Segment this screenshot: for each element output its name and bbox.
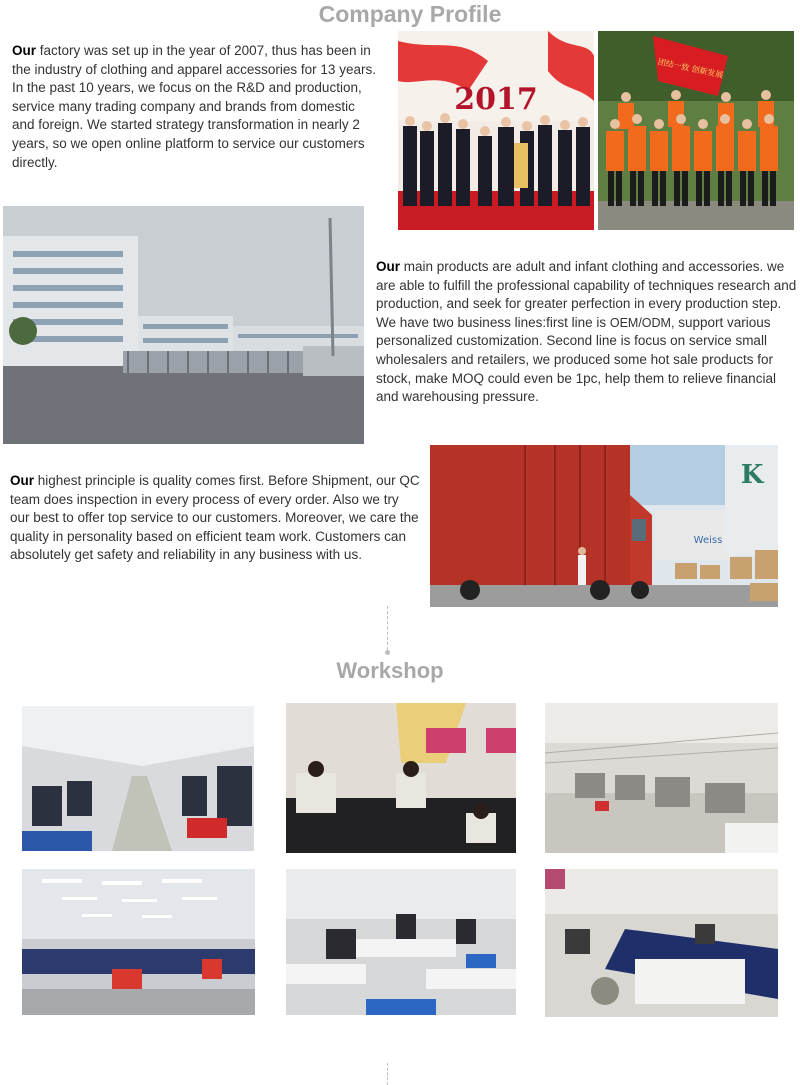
products-oem: OEM/ODM,	[609, 315, 675, 330]
products-text-a: main products are adult and infant clothing and accessories. we are able to fulfill the professional capability of techniques research and production, and seek for greater perfection in every production step. We have two business lines:first line is	[376, 259, 797, 330]
factory-building-photo	[3, 206, 364, 444]
quality-paragraph	[10, 472, 420, 565]
section-divider-dot	[385, 650, 390, 655]
team-stage-photo	[398, 31, 594, 230]
section-divider	[387, 606, 388, 650]
intro-text: factory was set up in the year of 2007, thus has been in the industry of clothing and apparel accessories for 13 years. In the past 10 years, we focus on the R&D and production, service many trading company and brands from domestic and foreign. We started strategy transformation in nearly 2 years, so we open online platform to service our customers directly.	[12, 43, 376, 170]
intro-paragraph	[12, 42, 380, 172]
products-text-b: support various personalized customization. Second line is focus on service small wholesalers and retailers, we produced some hot sale products for stock, make MOQ could even be 1pc, help them to relieve financial and warehousing pressure.	[376, 314, 776, 405]
banner-year-text: 2017	[454, 82, 538, 117]
workshop-photo-3	[545, 703, 778, 853]
quality-lead: Our	[10, 473, 35, 488]
workshop-photo-4	[22, 869, 255, 1015]
workshop-photo-6	[545, 869, 778, 1017]
bottom-divider	[387, 1063, 388, 1085]
products-paragraph	[376, 258, 800, 407]
workshop-title: Workshop	[336, 658, 444, 683]
company-profile-title: Company Profile	[318, 1, 502, 27]
intro-lead: Our	[12, 43, 37, 58]
workshop-photo-1	[22, 706, 254, 851]
flag-slogan-text: 团结一致 创新发展	[657, 57, 725, 80]
truck-brand-text: Weiss	[693, 535, 723, 546]
shipping-truck-photo	[430, 445, 778, 607]
quality-text: highest principle is quality comes first. Before Shipment, our QC team does inspection in every process of every order. Also we try our best to offer top service to our customers. Moreover, we care the quality in personality based on efficient team work. Customers can absolutely get safety and reliability in any business with us.	[10, 473, 420, 563]
svg-text:K: K	[740, 460, 764, 490]
workshop-photo-5	[286, 869, 516, 1015]
workshop-photo-2	[286, 703, 516, 853]
team-flag-photo	[598, 31, 794, 230]
products-lead: Our	[376, 259, 401, 274]
